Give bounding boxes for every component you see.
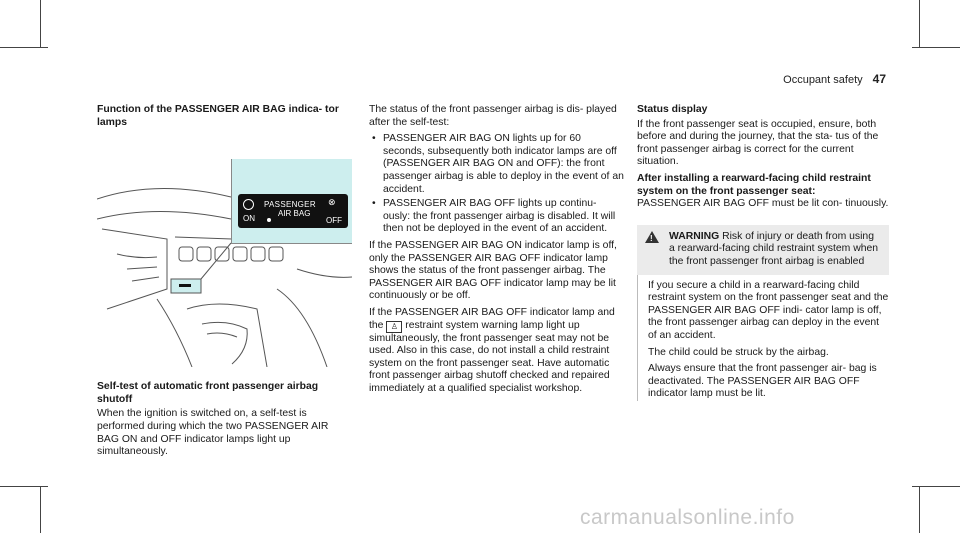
page-header [783,72,886,86]
column-1 [97,104,352,463]
crop-mark [40,0,41,48]
paragraph: If the front passenger seat is occupied, ensure, both before and during the journey, that the sta- tus of the front passenger airbag is correct for the current situation. [637,118,879,168]
warning-header [645,231,881,269]
lamp-label-off: OFF [326,216,342,226]
section-heading: Status display [637,104,708,115]
lamp-dot [267,218,271,222]
paragraph: If you secure a child in a rearward-facing child restraint system on the front passenger seat and the PASSENGER AIR BAG OFF indi- cator lamp is off, the front passenger airbag can deploy in the event of an accident. [648,279,889,341]
text-run: If the PASSENGER AIR BAG OFF indicator lamp and the [369,306,615,331]
warning-text: Risk of injury or death from using a rearward-facing child restraint system when the front passenger front airbag is enabled [669,230,879,267]
crop-mark [40,486,41,533]
bullet-list [369,133,624,236]
list-item: • PASSENGER AIR BAG ON lights up for 60 seconds, subsequently both indicator lamps are off (PASSENGER AIR BAG ON and OFF): the front passenger airbag is able to deploy in the event of an accident. [369,133,624,196]
text-run: restraint system warning lamp light up simultaneously, the front passenger seat may not be used. Also in this case, do not install a child restraint system on the front passenger seat. Have automatic front passenger airbag shutoff checked and repaired immediately at a qualified specialist workshop. [369,319,610,394]
warning-box [637,225,889,275]
warning-triangle-icon [645,231,659,243]
crop-mark [912,47,960,48]
column-3 [637,104,889,405]
seat-airbag-icon: ⊗ [328,197,336,208]
paragraph: PASSENGER AIR BAG OFF must be lit con- tinuously. [637,198,889,210]
passenger-airbag-indicator [238,194,348,228]
column-2 [369,104,624,399]
lamp-label-on: ON [243,214,255,224]
paragraph: The status of the front passenger airbag is dis- played after the self-test: [369,104,617,128]
crop-mark [0,486,48,487]
lamp-label-passenger: PASSENGER [264,200,316,210]
paragraph [369,307,624,396]
section-heading: After installing a rearward-facing child restraint system on the front passenger seat: [637,172,871,197]
airbag-off-icon [243,199,254,210]
crop-mark [919,0,920,48]
crop-mark [0,47,48,48]
crop-mark [912,486,960,487]
dashboard-figure [97,159,352,367]
paragraph: The child could be struck by the airbag. [648,346,829,358]
section-heading: Function of the PASSENGER AIR BAG indica- tor lamps [97,104,339,128]
watermark: carmanualsonline.info [580,506,795,529]
section-title: Occupant safety [783,74,863,86]
paragraph: Always ensure that the front passenger air- bag is deactivated. The PASSENGER AIR BAG OFF indicator lamp must be lit. [648,363,877,400]
page-number: 47 [872,72,886,86]
restraint-system-warning-icon: ♙ [386,321,402,333]
crop-mark [919,486,920,533]
warning-label: WARNING [669,230,720,242]
list-item: • PASSENGER AIR BAG OFF lights up continu- ously: the front passenger airbag is disabled. It will then not be deployed in the event of an accident. [369,198,624,236]
section-heading: Self-test of automatic front passenger airbag shutoff [97,381,319,405]
warning-body [637,275,889,401]
paragraph: If the PASSENGER AIR BAG ON indicator lamp is off, only the PASSENGER AIR BAG OFF indicator lamp shows the status of the front passenger airbag. The PASSENGER AIR BAG OFF indicator lamp may be lit continuously or be off. [369,239,617,302]
lamp-label-airbag: AIR BAG [278,209,311,219]
paragraph: When the ignition is switched on, a self-test is performed during which the two PASSENGER AIR BAG ON and OFF indicator lamps light up simultaneously. [97,408,329,458]
